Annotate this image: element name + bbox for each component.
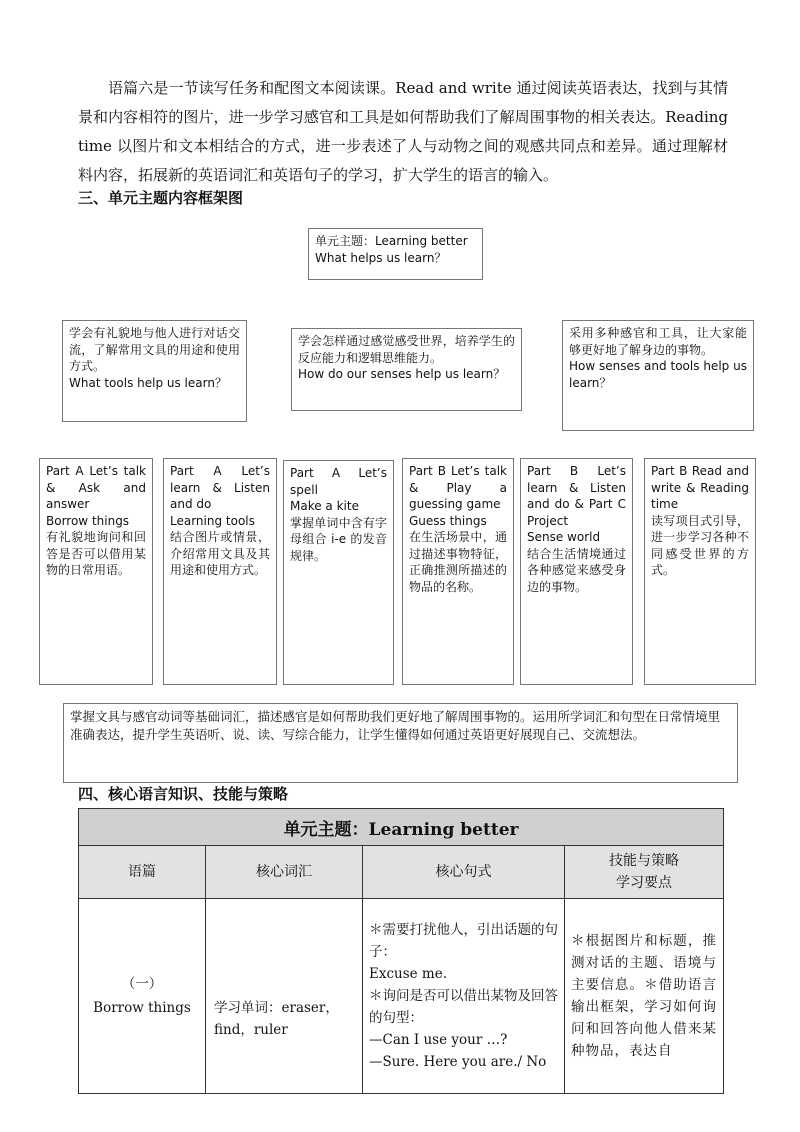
subtheme-box-2 xyxy=(291,328,522,411)
subtheme-1-cn: 学会有礼貌地与他人进行对话交流，了解常用文具的用途和使用方式。 xyxy=(69,326,240,373)
part-3-desc: 掌握单词中含有字母组合 i-e 的发音规律。 xyxy=(290,515,387,563)
sentence-line: —Can I use your …? xyxy=(369,1032,508,1048)
unit-theme-title: 单元主题：Learning better xyxy=(315,234,468,248)
core-language-table xyxy=(78,808,724,1094)
part-2-sub: Learning tools xyxy=(170,513,255,528)
section-3-heading: 三、单元主题内容框架图 xyxy=(78,189,244,207)
subtheme-2-en: How do our senses help us learn？ xyxy=(298,367,506,381)
unit-theme-box xyxy=(308,228,483,280)
discourse-name: Borrow things xyxy=(93,1000,191,1016)
part-box-1 xyxy=(39,458,153,685)
part-4-sub: Guess things xyxy=(409,513,487,528)
sentence-line: ＊需要打扰他人，引出话题的句子： xyxy=(369,922,558,960)
part-6-title: Part B Read and write & Reading time xyxy=(651,464,749,511)
intro-text: 语篇六是一节读写任务和配图文本阅读课。Read and write 通过阅读英语表达，找到与其情景和内容相符的图片，进一步学习感官和工具是如何帮助我们了解周围事物的相关表达。Reading time 以图片和文本相结合的方式，进一步表述了人与动物之间的观感共同点和差异。通过理解材料内容，拓展新的英语词汇和英语句子的学习，扩大学生的语言的输入。 xyxy=(78,79,728,184)
unit-theme-question: What helps us learn？ xyxy=(315,250,447,265)
part-1-title: Part A Let’s talk & Ask and answer xyxy=(46,464,146,511)
header-skills: 技能与策略 学习要点 xyxy=(565,846,724,899)
part-box-4 xyxy=(402,458,514,685)
subtheme-box-3 xyxy=(562,320,754,431)
sentence-line: —Sure. Here you are./ No xyxy=(369,1054,547,1070)
header-discourse: 语篇 xyxy=(79,846,206,899)
header-sentences: 核心句式 xyxy=(363,846,565,899)
part-1-desc: 有礼貌地询问和回答是否可以借用某物的日常用语。 xyxy=(46,530,146,577)
subtheme-2-cn: 学会怎样通过感觉感受世界，培养学生的反应能力和逻辑思维能力。 xyxy=(298,334,515,365)
part-5-title: Part B Let’s learn & Listen and do & Part C Project xyxy=(527,464,626,528)
part-1-sub: Borrow things xyxy=(46,513,130,528)
summary-text: 掌握文具与感官动词等基础词汇，描述感官是如何帮助我们更好地了解周围事物的。运用所学词汇和句型在日常情境里准确表达，提升学生英语听、说、读、写综合能力，让学生懂得如何通过英语更好展现自己、交流想法。 xyxy=(70,709,721,742)
part-3-sub: Make a kite xyxy=(290,499,359,513)
part-box-2 xyxy=(163,458,277,685)
part-6-desc: 读写项目式引导，进一步学习各种不同感受世界的方式。 xyxy=(651,513,749,577)
sentences-cell xyxy=(363,899,565,1094)
vocabulary-cell: 学习单词：eraser，find，ruler xyxy=(206,899,363,1094)
part-5-desc: 结合生活情境通过各种感觉来感受身边的事物。 xyxy=(527,546,626,594)
part-box-5 xyxy=(520,458,633,685)
skills-cell: ＊根据图片和标题，推测对话的主题、语境与主要信息。＊借助语言输出框架，学习如何询问和回答向他人借来某种物品，表达自 xyxy=(565,899,724,1094)
sentence-line: ＊询问是否可以借出某物及回答的句型： xyxy=(369,988,558,1026)
part-4-desc: 在生活场景中，通过描述事物特征，正确推测所描述的物品的名称。 xyxy=(409,530,507,594)
subtheme-1-en: What tools help us learn？ xyxy=(69,375,227,390)
part-box-3 xyxy=(283,460,394,685)
part-2-title: Part A Let’s learn & Listen and do xyxy=(170,464,270,511)
sentence-line: Excuse me. xyxy=(369,966,448,982)
table-title: 单元主题：Learning better xyxy=(79,809,724,846)
intro-paragraph xyxy=(78,74,728,190)
subtheme-3-en: How senses and tools help us learn？ xyxy=(569,359,747,390)
summary-box xyxy=(63,703,738,783)
table-row xyxy=(79,899,724,1094)
part-box-6 xyxy=(644,458,756,685)
subtheme-box-1 xyxy=(62,320,247,422)
part-4-title: Part B Let’s talk & Play a guessing game xyxy=(409,464,507,511)
subtheme-3-cn: 采用多种感官和工具，让大家能够更好地了解身边的事物。 xyxy=(569,326,747,357)
header-vocabulary: 核心词汇 xyxy=(206,846,363,899)
discourse-cell xyxy=(79,899,206,1094)
section-4-heading: 四、核心语言知识、技能与策略 xyxy=(78,785,289,803)
discourse-number: （一） xyxy=(121,976,163,992)
part-3-title: Part A Let’s spell xyxy=(290,466,387,497)
part-5-sub: Sense world xyxy=(527,530,601,544)
part-2-desc: 结合图片或情景，介绍常用文具及其用途和使用方式。 xyxy=(170,530,270,577)
